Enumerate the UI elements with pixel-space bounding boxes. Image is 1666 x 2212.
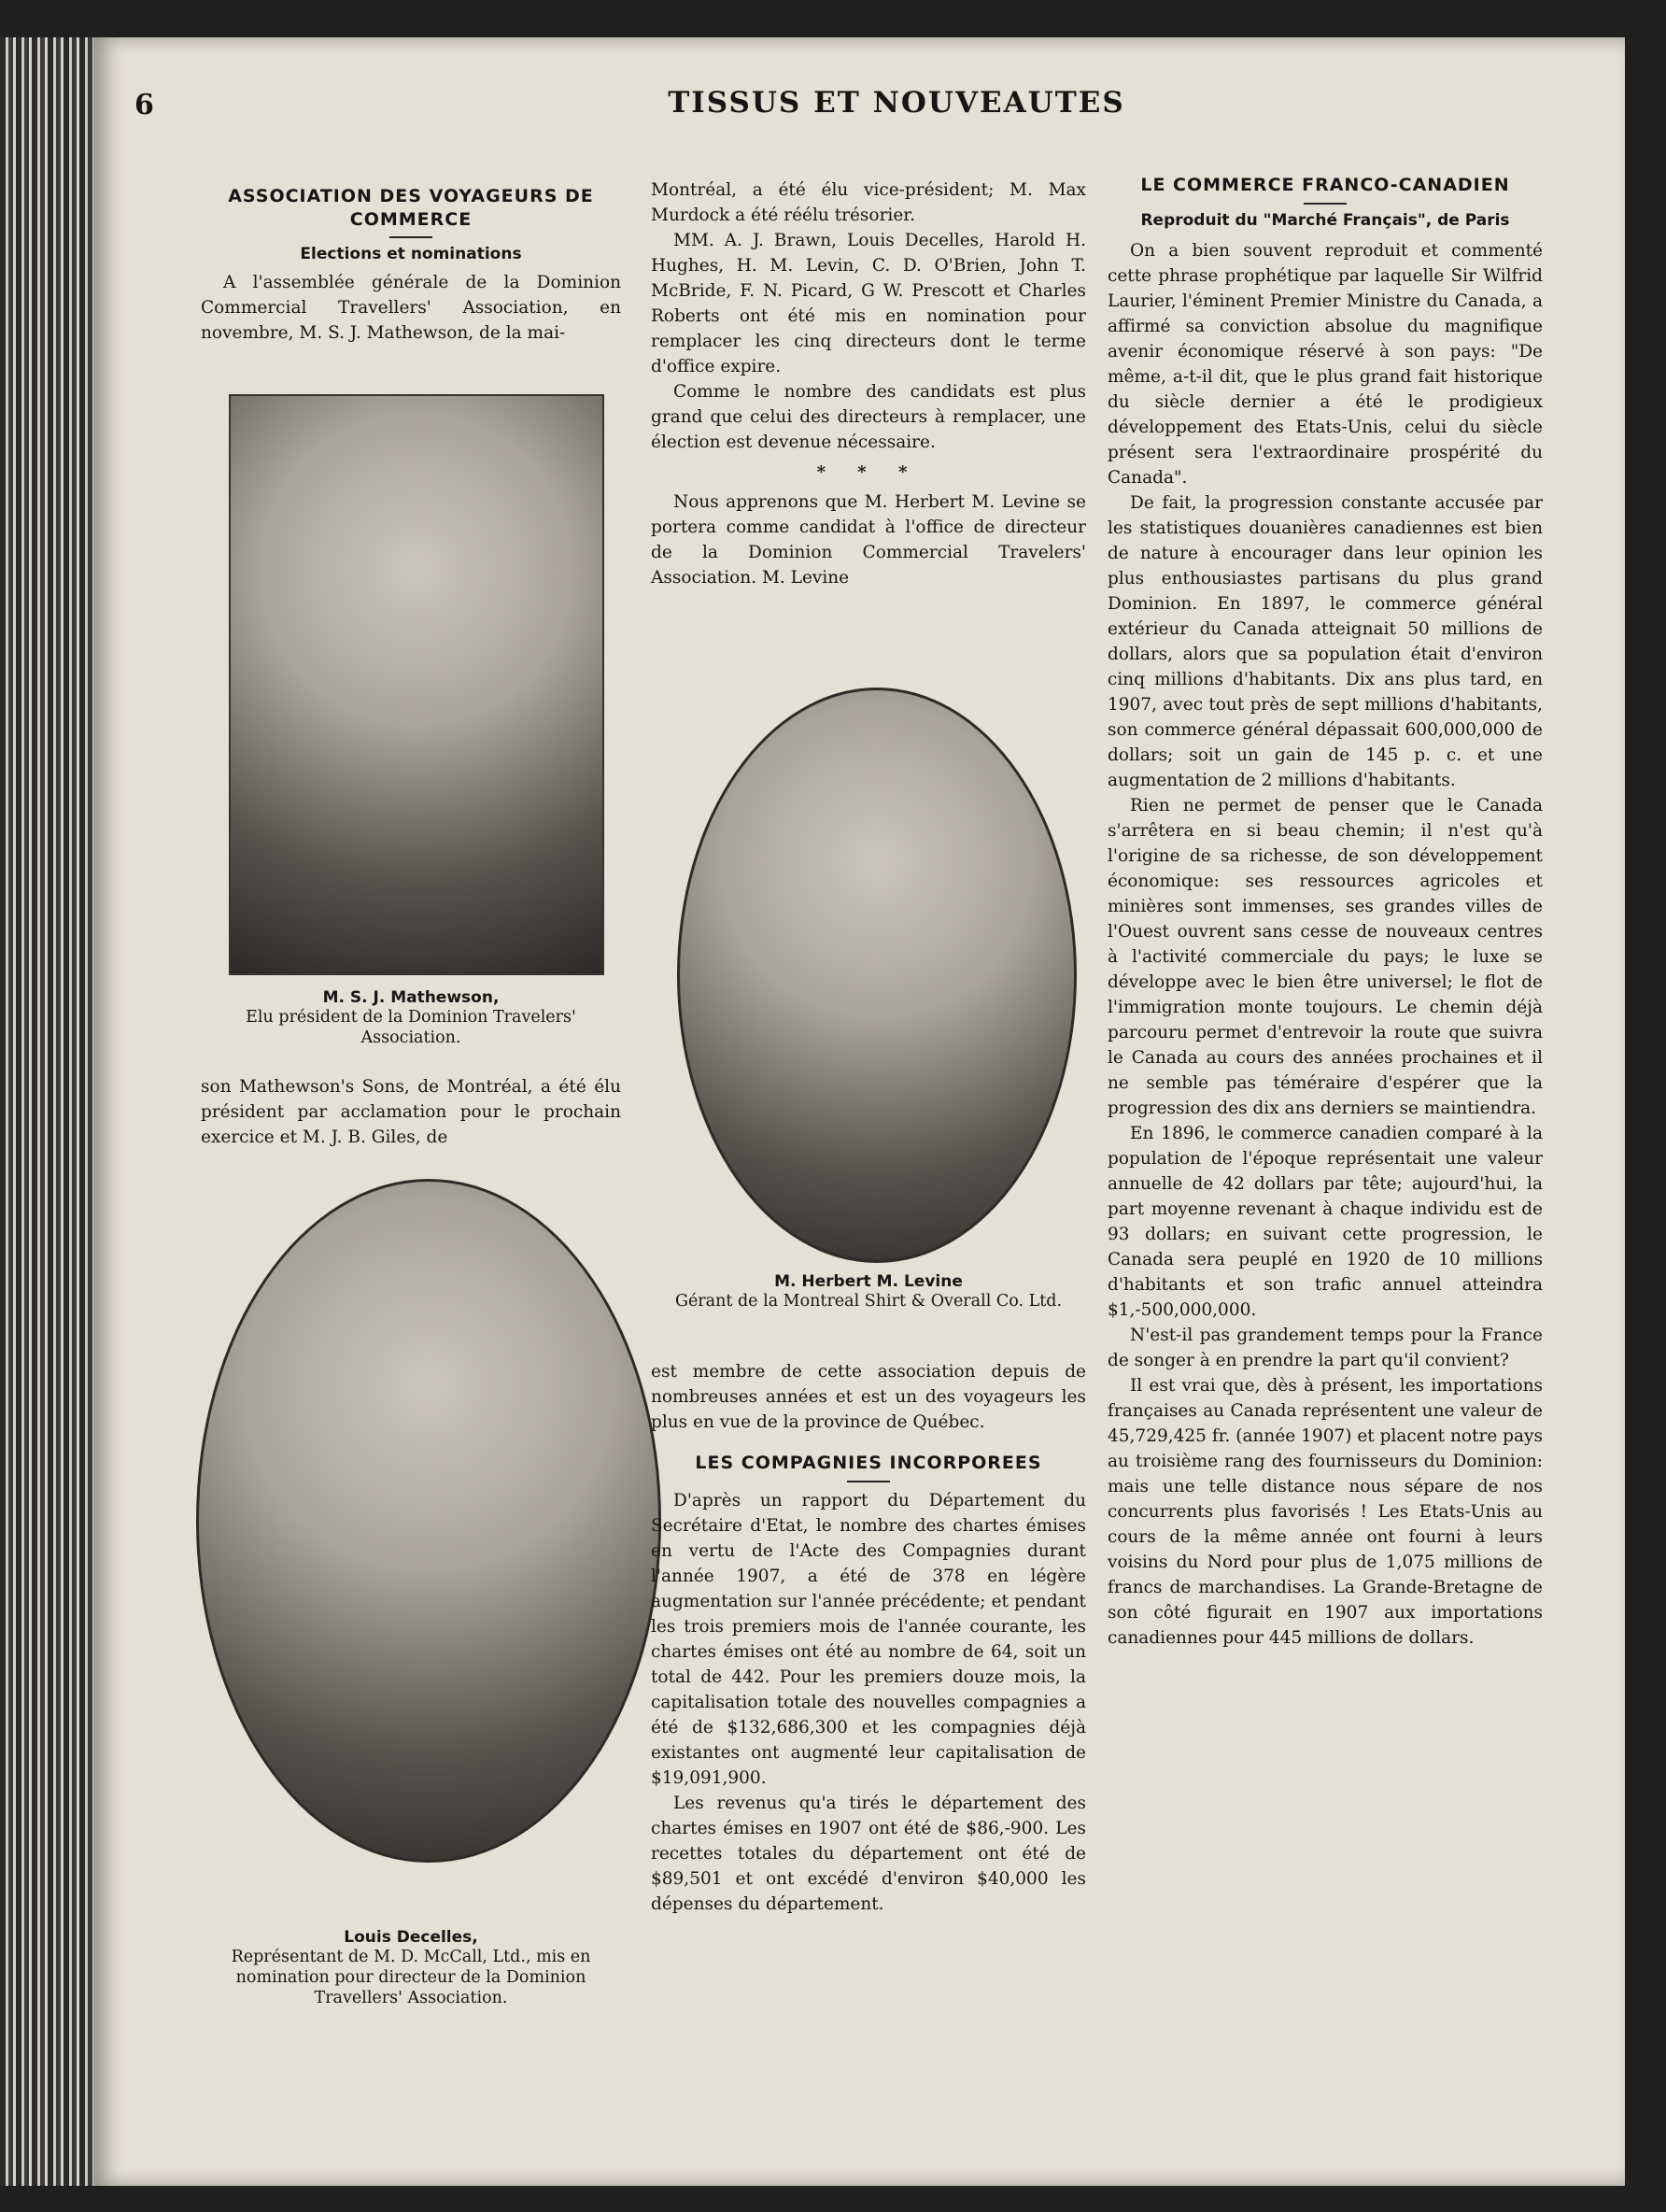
portrait-photo-decelles bbox=[196, 1179, 661, 1863]
article-paragraph: De fait, la progression constante accusée par les statistiques douanières canadiennes est bien de nature à encourager dans leur opinion les plus enthousiastes partisans du plus grand Dominion. En 1897, le commerce général extérieur du Canada atteignait 50 millions de dollars, alors que sa population était d'environ cinq millions d'habitants. Dix ans plus tard, en 1907, avec tout près de sept millions d'habitants, son commerce général dépassait 600,000,000 de dollars; soit un gain de 145 p. c. et une augmentation de 2 millions d'habitants. bbox=[1108, 492, 1543, 790]
article-paragraph: On a bien souvent reproduit et commenté cette phrase prophétique par laquelle Sir Wilfrid Laurier, l'éminent Premier Ministre du Canada, a affirmé sa conviction absolue du magnifique avenir économique réservé à son pays: "De même, a-t-il dit, que le plus grand fait historique du siècle dernier a été le prodigieux développement des Etats-Unis, celui du siècle présent sera l'extraordinaire prospérité du Canada". bbox=[1108, 240, 1543, 488]
article-paragraph: son Mathewson's Sons, de Montréal, a été élu président par acclamation pour le prochain exercice et M. J. B. Giles, de bbox=[201, 1077, 621, 1147]
photo-caption-mathewson bbox=[201, 988, 621, 1048]
caption-name: Louis Decelles, bbox=[344, 1928, 478, 1947]
section-separator: * * * bbox=[816, 462, 921, 482]
portrait-photo-levine bbox=[677, 688, 1077, 1263]
column-2-top bbox=[651, 177, 1086, 590]
article-paragraph: Rien ne permet de penser que le Canada s'arrêtera en si beau chemin; il n'est qu'à l'origine de sa richesse, de son développement économique: ses ressources agricoles et minières sont immenses, ses grandes villes de l'Ouest ouvrent sans cesse de nouveaux centres à l'activité commerciale du pays; le luxe se développe avec le bien être universel; le flot de l'immigration monte toujours. Le chemin déjà parcouru permet d'entrevoir la route que suivra le Canada au cours des années prochaines et il ne semble pas téméraire d'espérer que la progression des dix ans derniers se maintiendra. bbox=[1108, 795, 1543, 1118]
photo-caption-levine bbox=[651, 1272, 1086, 1312]
caption-text: Gérant de la Montreal Shirt & Overall Co. Ltd. bbox=[674, 1292, 1063, 1311]
page-number: 6 bbox=[134, 89, 154, 121]
column-3 bbox=[1108, 174, 1543, 1651]
article-paragraph: Les revenus qu'a tirés le département des chartes émises en 1907 ont été de $86,-900. Les recettes totales du département ont été de $89,501 et ont excédé d'environ $40,000 les dépenses du département. bbox=[651, 1793, 1086, 1914]
caption-text: Elu président de la Dominion Travelers' Association. bbox=[246, 1008, 576, 1047]
article-paragraph: A l'assemblée générale de la Dominion Commercial Travellers' Association, en novembre, M. S. J. Mathewson, de la mai- bbox=[201, 273, 621, 344]
article-subheading: Elections et nominations bbox=[300, 245, 522, 264]
divider bbox=[847, 1481, 890, 1482]
divider bbox=[1304, 203, 1347, 205]
article-paragraph: Il est vrai que, dès à présent, les importations françaises au Canada représentent une valeur de 45,729,425 fr. (année 1907) et placent notre pays au troisième rang des fournisseurs du Dominion: mais une telle distance nous sépare de nos concurrents plus favorisés ! Les Etats-Unis au cours de la même année ont fourni à leurs voisins du Nord pour plus de 1,075 millions de francs de marchandises. La Grande-Bretagne de son côté figurait en 1907 aux importations canadiennes pour 445 millions de dollars. bbox=[1108, 1375, 1543, 1648]
article-paragraph: D'après un rapport du Département du Secrétaire d'Etat, le nombre des chartes émises en vertu de l'Acte des Compagnies durant l'année 1907, a été de 378 en légère augmentation sur l'année précédente; et pendant les trois premiers mois de l'année courante, les chartes émises ont été au nombre de 64, soit un total de 442. Pour les premiers douze mois, la capitalisation totale des nouvelles compagnies a été de $132,686,300 et les compagnies déjà existantes ont augmenté leur capitalisation de $19,091,900. bbox=[651, 1490, 1086, 1788]
article-paragraph: Nous apprenons que M. Herbert M. Levine se portera comme candidat à l'office de directeur de la Dominion Commercial Travelers' Association. M. Levine bbox=[651, 492, 1086, 588]
article-heading: ASSOCIATION DES VOYAGEURS DE COMMERCE bbox=[228, 186, 594, 230]
column-2-bottom bbox=[651, 1359, 1086, 1917]
portrait-photo-mathewson bbox=[229, 394, 604, 975]
article-paragraph: MM. A. J. Brawn, Louis Decelles, Harold H. Hughes, H. M. Levin, C. D. O'Brien, John T. McBride, F. N. Picard, G W. Prescott et Charles Roberts ont été mis en nomination pour remplacer les cinq directeurs dont le terme d'office expire. bbox=[651, 231, 1086, 376]
caption-name: M. S. J. Mathewson, bbox=[322, 988, 500, 1007]
column-1-continued bbox=[201, 1074, 621, 1150]
article-paragraph: est membre de cette association depuis de nombreuses années et est un des voyageurs les plus en vue de la province de Québec. bbox=[651, 1362, 1086, 1432]
caption-text: Représentant de M. D. McCall, Ltd., mis en nomination pour directeur de la Dominion Travellers' Association. bbox=[231, 1948, 591, 2007]
article-heading: LES COMPAGNIES INCORPOREES bbox=[695, 1453, 1042, 1473]
column-1-top bbox=[201, 185, 621, 346]
article-paragraph: En 1896, le commerce canadien comparé à la population de l'époque représentait une valeur annuelle de 42 dollars par tête; aujourd'hui, la part moyenne revenant à chaque individu est de 93 dollars; en suivant cette progression, le Canada sera peuplé en 1920 de 10 millions d'habitants et son trafic annuel atteindra $1,-500,000,000. bbox=[1108, 1123, 1543, 1320]
photo-caption-decelles bbox=[201, 1928, 621, 2008]
article-paragraph: N'est-il pas grandement temps pour la France de songer à en prendre la part qu'il convient? bbox=[1108, 1325, 1543, 1370]
running-title: TISSUS ET NOUVEAUTES bbox=[668, 86, 1125, 120]
caption-name: M. Herbert M. Levine bbox=[774, 1272, 963, 1291]
article-heading: LE COMMERCE FRANCO-CANADIEN bbox=[1140, 175, 1510, 195]
divider bbox=[389, 236, 432, 238]
article-paragraph: Montréal, a été élu vice-président; M. Max Murdock a été réélu trésorier. bbox=[651, 180, 1086, 225]
book-binding bbox=[0, 37, 103, 2186]
article-paragraph: Comme le nombre des candidats est plus grand que celui des directeurs à remplacer, une élection est devenue nécessaire. bbox=[651, 382, 1086, 452]
article-subheading: Reproduit du "Marché Français", de Paris bbox=[1140, 210, 1510, 230]
